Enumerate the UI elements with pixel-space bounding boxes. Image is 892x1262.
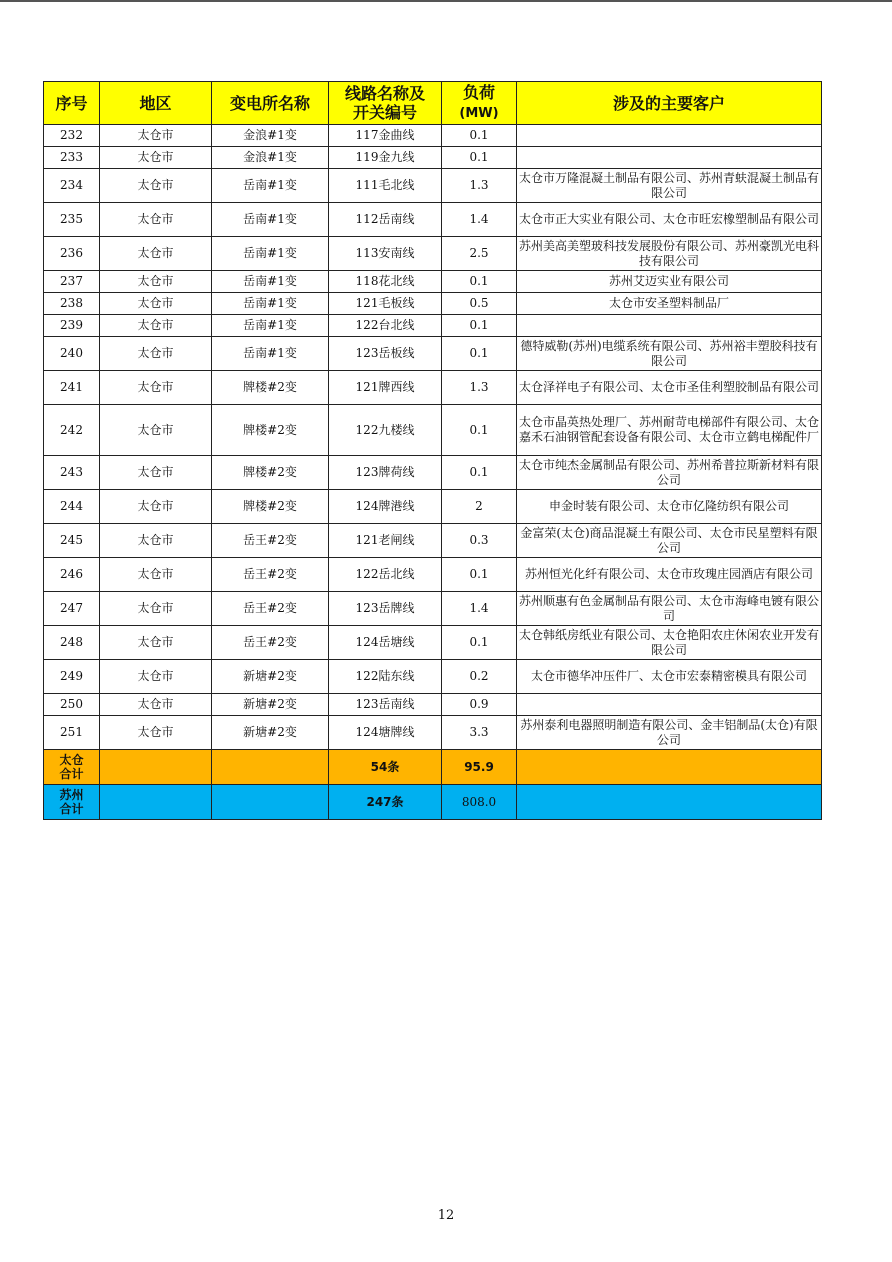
table-row <box>44 558 822 592</box>
cell-load: 0.1 <box>442 147 517 169</box>
cell-seq: 243 <box>44 456 100 490</box>
cell-load: 0.1 <box>442 405 517 456</box>
cell-substation: 新塘#2变 <box>212 716 329 750</box>
table-row <box>44 694 822 716</box>
cell-line: 122九楼线 <box>329 405 442 456</box>
cell-load: 2 <box>442 490 517 524</box>
page-number: 12 <box>437 1208 455 1223</box>
header-seq: 序号 <box>44 82 100 125</box>
cell-substation: 岳南#1变 <box>212 293 329 315</box>
header-line <box>329 82 442 125</box>
cell-seq: 248 <box>44 626 100 660</box>
cell-line: 119金九线 <box>329 147 442 169</box>
suzhou-total-customers <box>517 785 822 820</box>
cell-load: 0.2 <box>442 660 517 694</box>
cell-seq: 241 <box>44 371 100 405</box>
cell-substation: 岳王#2变 <box>212 626 329 660</box>
cell-substation: 牌楼#2变 <box>212 405 329 456</box>
cell-line: 123牌荷线 <box>329 456 442 490</box>
cell-line: 124塘牌线 <box>329 716 442 750</box>
cell-load: 0.1 <box>442 271 517 293</box>
cell-load: 0.3 <box>442 524 517 558</box>
cell-customers: 太仓市德华冲压件厂、太仓市宏泰精密模具有限公司 <box>517 660 822 694</box>
table-row <box>44 169 822 203</box>
table-row <box>44 716 822 750</box>
cell-line: 121老闸线 <box>329 524 442 558</box>
table-header-row <box>44 82 822 125</box>
cell-load: 0.1 <box>442 337 517 371</box>
cell-line: 124牌港线 <box>329 490 442 524</box>
suzhou-total-lines: 247条 <box>329 785 442 820</box>
cell-seq: 232 <box>44 125 100 147</box>
cell-line: 121牌西线 <box>329 371 442 405</box>
cell-seq: 238 <box>44 293 100 315</box>
top-border-line <box>0 0 892 2</box>
cell-substation: 岳南#1变 <box>212 271 329 293</box>
suzhou-total-load: 808.0 <box>442 785 517 820</box>
table-row <box>44 660 822 694</box>
table-row <box>44 524 822 558</box>
cell-substation: 牌楼#2变 <box>212 456 329 490</box>
cell-load: 0.9 <box>442 694 517 716</box>
cell-substation: 金浪#1变 <box>212 125 329 147</box>
cell-region: 太仓市 <box>100 293 212 315</box>
cell-region: 太仓市 <box>100 405 212 456</box>
cell-line: 121毛板线 <box>329 293 442 315</box>
cell-seq: 239 <box>44 315 100 337</box>
table-row <box>44 592 822 626</box>
header-substation: 变电所名称 <box>212 82 329 125</box>
cell-load: 3.3 <box>442 716 517 750</box>
suzhou-total-label <box>44 785 100 820</box>
header-region: 地区 <box>100 82 212 125</box>
cell-customers: 德特威勒(苏州)电缆系统有限公司、苏州裕丰塑胶科技有限公司 <box>517 337 822 371</box>
cell-customers: 太仓市万隆混凝土制品有限公司、苏州青蚨混凝土制品有限公司 <box>517 169 822 203</box>
table-row <box>44 203 822 237</box>
cell-region: 太仓市 <box>100 315 212 337</box>
cell-region: 太仓市 <box>100 203 212 237</box>
cell-seq: 237 <box>44 271 100 293</box>
table-row <box>44 490 822 524</box>
header-load-1: 负荷 <box>462 83 495 102</box>
cell-region: 太仓市 <box>100 237 212 271</box>
table-row <box>44 237 822 271</box>
cell-region: 太仓市 <box>100 456 212 490</box>
cell-line: 122台北线 <box>329 315 442 337</box>
cell-substation: 岳王#2变 <box>212 558 329 592</box>
cell-customers: 申金时装有限公司、太仓市亿隆纺织有限公司 <box>517 490 822 524</box>
cell-region: 太仓市 <box>100 169 212 203</box>
customer-load-table <box>43 81 822 820</box>
cell-seq: 251 <box>44 716 100 750</box>
cell-customers: 太仓市安圣塑料制品厂 <box>517 293 822 315</box>
cell-customers <box>517 125 822 147</box>
cell-load: 1.3 <box>442 169 517 203</box>
cell-region: 太仓市 <box>100 558 212 592</box>
taicang-total-load: 95.9 <box>442 750 517 785</box>
cell-region: 太仓市 <box>100 125 212 147</box>
cell-customers: 太仓韩纸房纸业有限公司、太仓艳阳农庄休闲农业开发有限公司 <box>517 626 822 660</box>
cell-substation: 岳南#1变 <box>212 203 329 237</box>
cell-load: 1.4 <box>442 203 517 237</box>
table-row <box>44 371 822 405</box>
cell-seq: 240 <box>44 337 100 371</box>
cell-seq: 242 <box>44 405 100 456</box>
header-line-1: 线路名称及 <box>344 84 425 103</box>
cell-seq: 235 <box>44 203 100 237</box>
cell-substation: 岳王#2变 <box>212 592 329 626</box>
cell-line: 117金曲线 <box>329 125 442 147</box>
taicang-total-region <box>100 750 212 785</box>
cell-substation: 岳南#1变 <box>212 315 329 337</box>
cell-region: 太仓市 <box>100 524 212 558</box>
cell-line: 124岳塘线 <box>329 626 442 660</box>
cell-line: 112岳南线 <box>329 203 442 237</box>
table-row <box>44 147 822 169</box>
cell-customers: 苏州美高美塑玻科技发展股份有限公司、苏州豪凯光电科技有限公司 <box>517 237 822 271</box>
cell-customers: 太仓市纯杰金属制品有限公司、苏州希普拉斯新材料有限公司 <box>517 456 822 490</box>
cell-seq: 247 <box>44 592 100 626</box>
cell-region: 太仓市 <box>100 592 212 626</box>
cell-load: 1.3 <box>442 371 517 405</box>
cell-load: 1.4 <box>442 592 517 626</box>
cell-line: 123岳牌线 <box>329 592 442 626</box>
taicang-total-label <box>44 750 100 785</box>
cell-substation: 岳王#2变 <box>212 524 329 558</box>
header-line-2: 开关编号 <box>352 103 417 122</box>
table-row <box>44 337 822 371</box>
cell-customers: 苏州泰利电器照明制造有限公司、金丰铝制品(太仓)有限公司 <box>517 716 822 750</box>
cell-region: 太仓市 <box>100 490 212 524</box>
cell-line: 123岳板线 <box>329 337 442 371</box>
cell-substation: 牌楼#2变 <box>212 490 329 524</box>
suzhou-total-row <box>44 785 822 820</box>
cell-line: 113安南线 <box>329 237 442 271</box>
cell-substation: 新塘#2变 <box>212 660 329 694</box>
cell-customers: 太仓市晶英热处理厂、苏州耐苛电梯部件有限公司、太仓嘉禾石油钢管配套设备有限公司、太仓市立鹤电梯配件厂 <box>517 405 822 456</box>
table-row <box>44 405 822 456</box>
cell-load: 0.1 <box>442 125 517 147</box>
taicang-total-label-2: 合计 <box>59 767 84 781</box>
cell-seq: 245 <box>44 524 100 558</box>
taicang-total-substation <box>212 750 329 785</box>
cell-line: 122陆东线 <box>329 660 442 694</box>
cell-customers <box>517 315 822 337</box>
table-row <box>44 271 822 293</box>
cell-load: 0.1 <box>442 315 517 337</box>
cell-line: 123岳南线 <box>329 694 442 716</box>
cell-region: 太仓市 <box>100 371 212 405</box>
cell-customers <box>517 694 822 716</box>
cell-load: 2.5 <box>442 237 517 271</box>
cell-region: 太仓市 <box>100 716 212 750</box>
cell-region: 太仓市 <box>100 337 212 371</box>
cell-line: 118花北线 <box>329 271 442 293</box>
cell-seq: 236 <box>44 237 100 271</box>
cell-substation: 牌楼#2变 <box>212 371 329 405</box>
cell-region: 太仓市 <box>100 271 212 293</box>
table-row <box>44 456 822 490</box>
cell-customers: 金富荣(太仓)商品混凝土有限公司、太仓市民星塑料有限公司 <box>517 524 822 558</box>
table-row <box>44 626 822 660</box>
taicang-total-customers <box>517 750 822 785</box>
table-row <box>44 293 822 315</box>
cell-customers: 太仓泽祥电子有限公司、太仓市圣佳利塑胶制品有限公司 <box>517 371 822 405</box>
cell-load: 0.1 <box>442 456 517 490</box>
cell-seq: 249 <box>44 660 100 694</box>
cell-seq: 234 <box>44 169 100 203</box>
table-row <box>44 125 822 147</box>
cell-line: 111毛北线 <box>329 169 442 203</box>
cell-load: 0.1 <box>442 558 517 592</box>
cell-seq: 250 <box>44 694 100 716</box>
cell-seq: 244 <box>44 490 100 524</box>
suzhou-total-label-1: 苏州 <box>59 788 84 802</box>
cell-load: 0.5 <box>442 293 517 315</box>
cell-load: 0.1 <box>442 626 517 660</box>
taicang-total-row <box>44 750 822 785</box>
cell-substation: 岳南#1变 <box>212 337 329 371</box>
cell-substation: 金浪#1变 <box>212 147 329 169</box>
suzhou-total-region <box>100 785 212 820</box>
table-row <box>44 315 822 337</box>
cell-line: 122岳北线 <box>329 558 442 592</box>
cell-substation: 新塘#2变 <box>212 694 329 716</box>
header-load-2: (MW) <box>459 106 499 121</box>
cell-customers <box>517 147 822 169</box>
cell-customers: 苏州顺惠有色金属制品有限公司、太仓市海峰电镀有限公司 <box>517 592 822 626</box>
cell-seq: 246 <box>44 558 100 592</box>
cell-region: 太仓市 <box>100 626 212 660</box>
suzhou-total-substation <box>212 785 329 820</box>
cell-customers: 苏州恒光化纤有限公司、太仓市玫瑰庄园酒店有限公司 <box>517 558 822 592</box>
cell-region: 太仓市 <box>100 694 212 716</box>
cell-seq: 233 <box>44 147 100 169</box>
taicang-total-label-1: 太仓 <box>59 753 84 767</box>
cell-region: 太仓市 <box>100 147 212 169</box>
suzhou-total-label-2: 合计 <box>59 802 84 816</box>
cell-substation: 岳南#1变 <box>212 169 329 203</box>
cell-customers: 苏州艾迈实业有限公司 <box>517 271 822 293</box>
cell-region: 太仓市 <box>100 660 212 694</box>
header-customers: 涉及的主要客户 <box>517 82 822 125</box>
header-load <box>442 82 517 125</box>
cell-customers: 太仓市正大实业有限公司、太仓市旺宏橡塑制品有限公司 <box>517 203 822 237</box>
cell-substation: 岳南#1变 <box>212 237 329 271</box>
taicang-total-lines: 54条 <box>329 750 442 785</box>
